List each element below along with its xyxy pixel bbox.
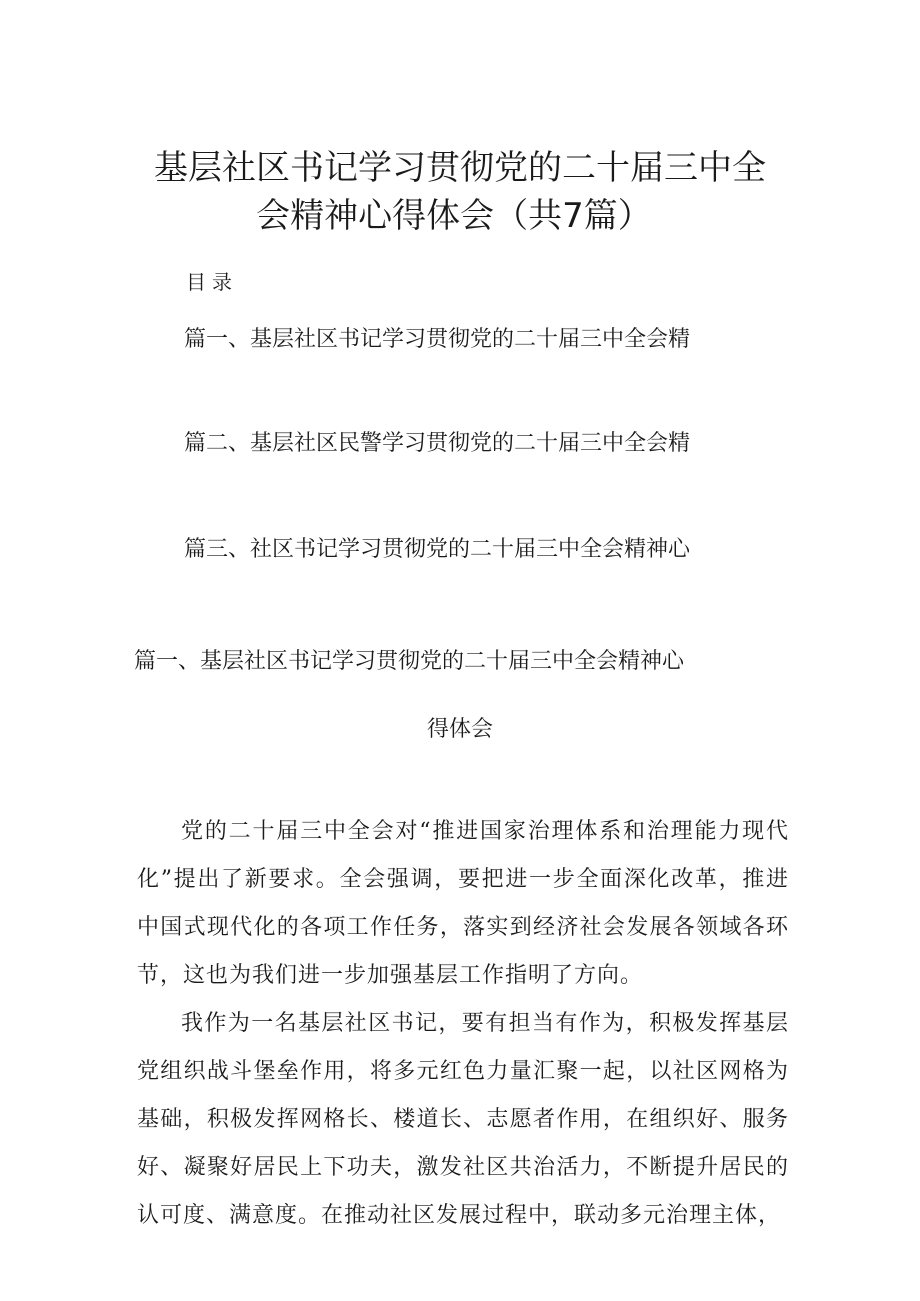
paragraph-1: 党的二十届三中全会对“推进国家治理体系和治理能力现代化”提出了新要求。全会强调，要把进一步全面深化改革，推进中国式现代化的各项工作任务，落实到经济社会发展各领域各环节，这也为我们进一步加强基层工作指明了方向。 [137, 819, 789, 988]
body-text [137, 808, 789, 1240]
toc-item-3[interactable]: 篇三、社区书记学习贯彻党的二十届三中全会精神心 [184, 537, 691, 562]
toc-item-2[interactable]: 篇二、基层社区民警学习贯彻党的二十届三中全会精 [184, 431, 691, 456]
paragraph-2: 我作为一名基层社区书记，要有担当有作为，积极发挥基层党组织战斗堡垒作用，将多元红色力量汇聚一起，以社区网格为基础，积极发挥网格长、楼道长、志愿者作用，在组织好、服务好、凝聚好居民上下功夫，激发社区共治活力，不断提升居民的认可度、满意度。在推动社区发展过程中，联动多元治理主体， [137, 1011, 789, 1228]
section-heading-line-2: 得体会 [427, 717, 494, 742]
section-heading-line-1: 篇一、基层社区书记学习贯彻党的二十届三中全会精神心 [134, 649, 685, 674]
toc-label: 目录 [186, 270, 238, 294]
document-title-line-2: 会精神心得体会（共7篇） [256, 196, 652, 236]
toc-item-1[interactable]: 篇一、基层社区书记学习贯彻党的二十届三中全会精 [184, 327, 691, 352]
document-title-line-1: 基层社区书记学习贯彻党的二十届三中全 [154, 148, 766, 188]
